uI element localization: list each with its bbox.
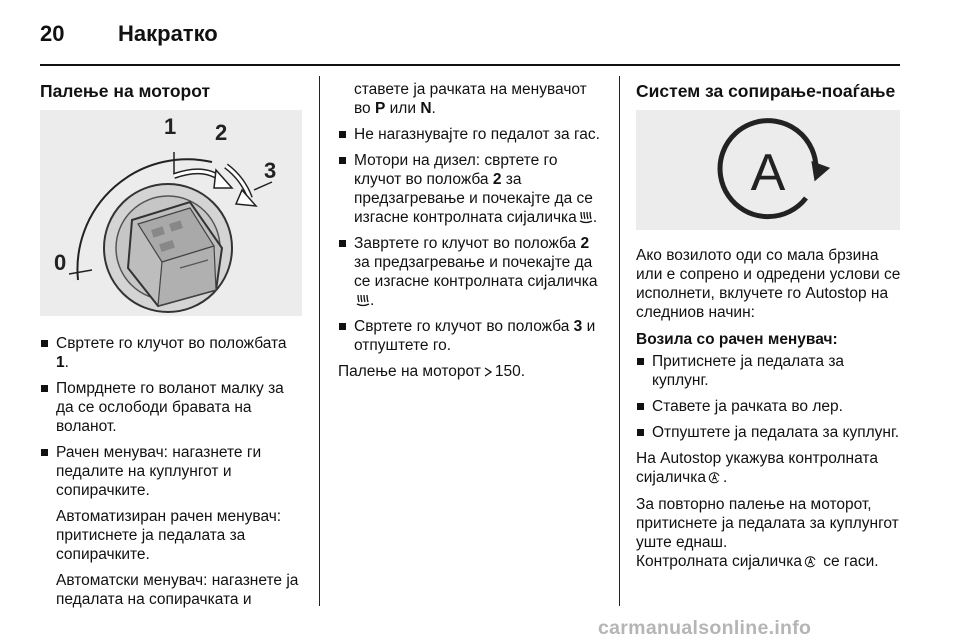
column-divider <box>619 76 620 606</box>
list-item: Завртете го клучот во положба 2 за предзагревање и почекајте да се изгасне контролната сијаличка. <box>338 234 604 310</box>
watermark: carmanualsonline.info <box>598 617 812 639</box>
sub-paragraph: Автоматизиран рачен менувач: притиснете ја педалата за сопирачките. <box>56 508 282 563</box>
tick-0 <box>69 270 92 274</box>
position-label-1: 1 <box>164 114 177 139</box>
tick-3 <box>254 182 272 190</box>
list-item: Рачен менувач: нагазнете ги педалите на куплунгот и сопирачките. <box>40 443 302 500</box>
position-label-0: 0 <box>54 250 67 275</box>
section-heading: Систем за сопирање-поаѓање <box>636 81 896 101</box>
list-item: Свртете го клучот во положбата 1. <box>40 334 302 372</box>
ignition-illustration <box>40 110 302 316</box>
autostop-steps-list <box>636 352 904 442</box>
column-engine-start-continued <box>338 80 604 389</box>
sub-paragraph: Автоматски менувач: нагазнете ја педалата на сопирачката и <box>56 572 299 608</box>
column-engine-start <box>40 80 302 616</box>
glow-plug-icon <box>356 293 370 307</box>
ignition-switch-figure <box>40 110 302 316</box>
position-label-3: 3 <box>264 158 277 183</box>
continued-paragraph: ставете ја рачката на менувачот во P или N. <box>354 81 587 117</box>
list-item: Отпуштете ја педалата за куплунг. <box>636 423 904 442</box>
start-steps-list <box>40 334 302 500</box>
autostop-illustration <box>636 110 900 230</box>
page-title: Накратко <box>118 21 218 46</box>
column-divider <box>319 76 320 606</box>
page-header <box>40 14 218 54</box>
autostop-letter: A <box>750 144 786 202</box>
page-reference-icon <box>484 367 492 377</box>
cross-reference[interactable]: Палење на моторот 150. <box>338 363 526 380</box>
header-divider <box>40 64 900 66</box>
arrow-head <box>805 161 830 185</box>
list-item: Ставете ја рачката во лер. <box>636 397 904 416</box>
subheading: Возила со рачен менувач: <box>636 331 838 348</box>
page-number: 20 <box>40 21 65 46</box>
autostop-indicator-icon <box>804 555 817 568</box>
autostop-figure <box>636 110 900 230</box>
intro-paragraph: Ако возилото оди со мала брзина или е сопрено и одредени услови се исполнети, вклучете го Autostop на следниов начин: <box>636 247 901 321</box>
list-item: Не нагазнувајте го педалот за гас. <box>338 125 604 144</box>
position-label-2: 2 <box>215 120 228 145</box>
paragraph: Контролната сијаличка се гаси. <box>636 553 879 570</box>
list-item: Свртете го клучот во положба 3 и отпуштете го. <box>338 317 604 355</box>
start-steps-list-2 <box>338 125 604 355</box>
section-heading: Палење на моторот <box>40 81 211 101</box>
autostop-indicator-icon <box>708 471 721 484</box>
arrow-head <box>214 170 232 188</box>
paragraph: На Autostop укажува контролната сијаличка . <box>636 450 878 486</box>
list-item: Помрднете го воланот малку за да се ослободи бравата на воланот. <box>40 379 302 436</box>
list-item: Мотори на дизел: свртете го клучот во положба 2 за предзагревање и почекајте да се изгасне контролната сијаличка . <box>338 151 604 227</box>
list-item: Притиснете ја педалата за куплунг. <box>636 352 904 390</box>
paragraph: За повторно палење на моторот, притиснете ја педалата за куплунгот уште еднаш. <box>636 496 899 551</box>
glow-plug-icon <box>579 210 593 224</box>
column-autostop <box>636 80 904 579</box>
